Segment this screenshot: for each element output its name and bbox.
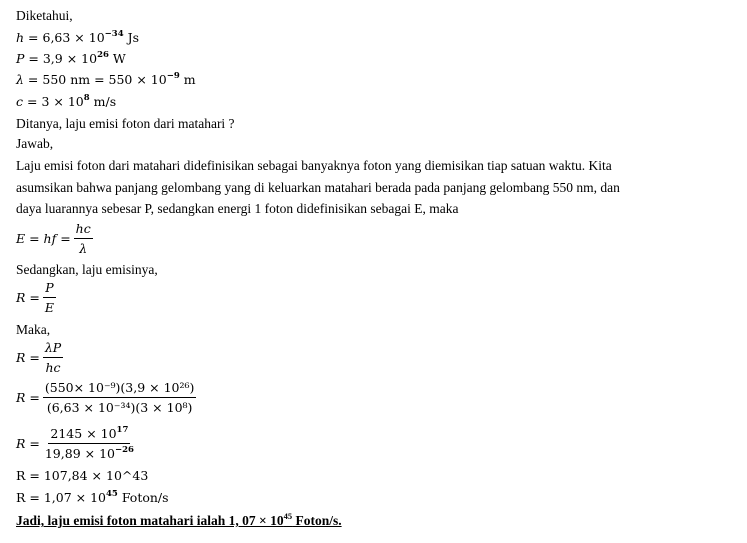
jawab-label: Jawab, <box>16 136 54 151</box>
equation-r6: $R = 1,07 \times 10^{45}$ Foton/s <box>16 489 169 505</box>
final-answer: Jadi, laju emisi foton matahari ialah 1, $07 \times 10^{45}$ Foton/s. <box>16 511 342 528</box>
paragraph-line-2: asumsikan bahwa panjang gelombang yang di keluarkan matahari berada pada panjang gelombang 550 nm, dan <box>16 180 620 195</box>
paragraph-line-1: Laju emisi foton dari matahari didefinisikan sebagai banyaknya foton yang diemisikan tiap satuan waktu. Kita <box>16 158 612 173</box>
equation-r3: R = $\frac{\text{(550× 10⁻⁹)(3,9 × 10²⁶)}}{\text{(6,63 × 10⁻³⁴)(3 × 10⁸)}}$ <box>16 380 195 415</box>
diketahui-label: Diketahui, <box>16 8 73 23</box>
given-p: $P = 3,9 \times 10^{26}$ W <box>16 50 126 66</box>
paragraph-line-3: daya luarannya sebesar P, sedangkan energi 1 foton didefinisikan sebagai E, maka <box>16 201 459 216</box>
equation-r5: R = 107,84 × 10^43 <box>16 468 149 483</box>
equation-r1: R = $\frac{P}{E}$ <box>16 280 54 315</box>
sedangkan-line: Sedangkan, laju emisinya, <box>16 262 158 277</box>
given-c: $c = 3 \times 10^8$ m/s <box>16 93 117 109</box>
given-lambda: λ = 550 nm = $550 \times 10^{-9}$ m <box>16 71 196 87</box>
equation-energy: E = hf = $\frac{hc}{\lambda}$ <box>16 221 91 256</box>
maka-label: Maka, <box>16 322 51 337</box>
equation-r2: R = $\frac{\lambda P}{hc}$ <box>16 340 62 375</box>
given-h: $h = 6,63 \times 10^{-34}$ Js <box>16 29 140 45</box>
equation-r4: R = $\frac{2145 \times 10^{17}}{19,89 \times 10^{-26}}$ <box>16 425 134 461</box>
ditanya-line: Ditanya, laju emisi foton dari matahari ? <box>16 116 235 131</box>
